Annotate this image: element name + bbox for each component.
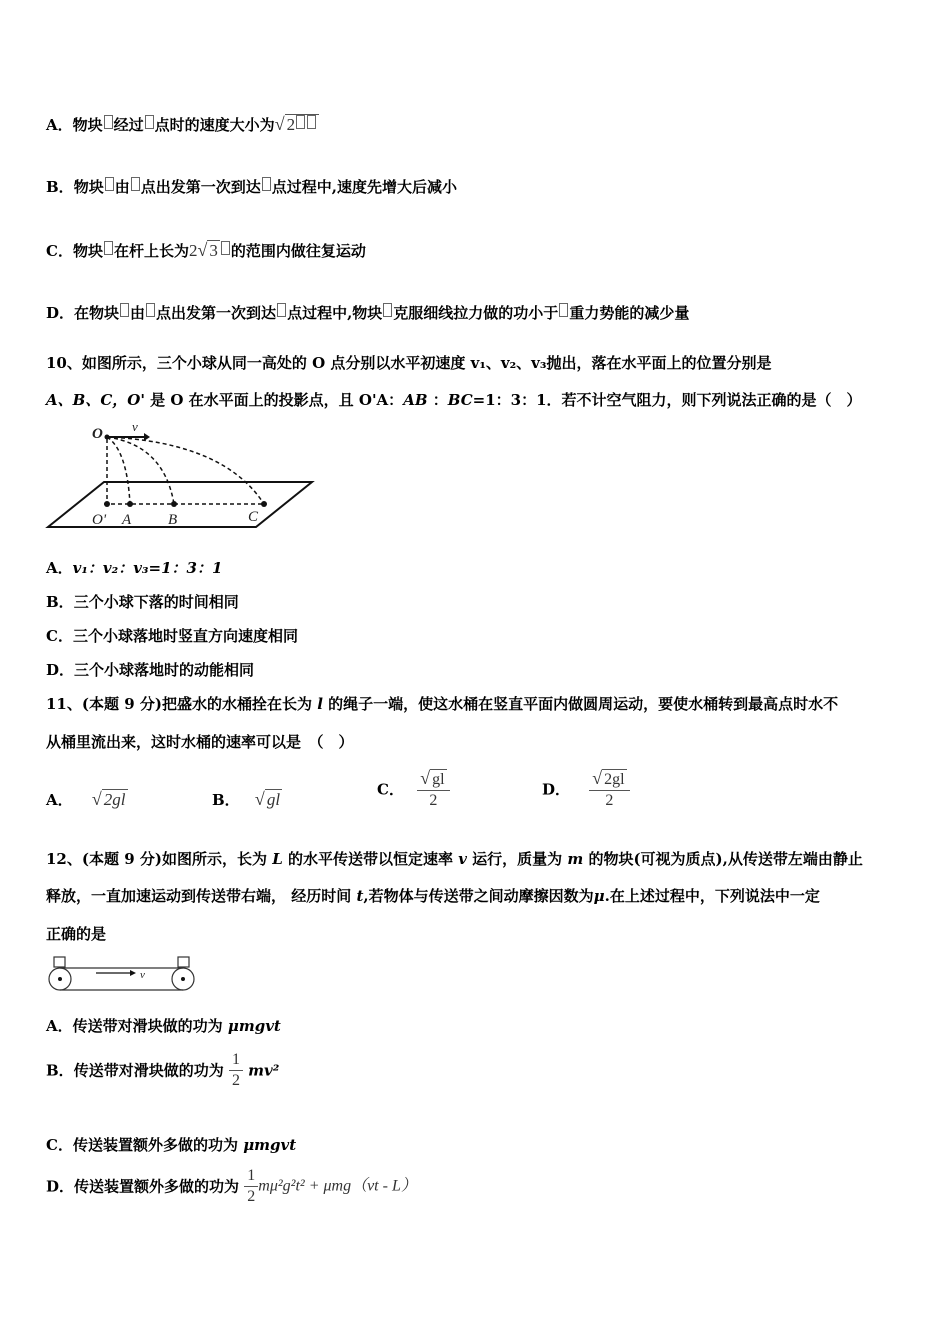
trajectory-a [107,437,130,504]
conveyor-figure [44,954,200,994]
missing-glyph-icon [559,303,568,317]
fraction: $\frac{1}{2}$ [229,1050,243,1091]
projectile-figure [44,420,319,532]
sqrt-expression: 2√ 3 [188,240,218,260]
q9-option-c: C．物块 在杆上长为2√ 3 的范围内做往复运动 [46,240,366,260]
label-o-prime: O' [92,512,107,528]
missing-glyph-icon [104,115,113,129]
point-a [127,501,133,507]
label-c: C [248,509,259,525]
q11-stem-line2: 从桶里流出来，这时水桶的速率可以是 （ ） [46,733,354,751]
label-v: v [132,420,138,434]
q12-stem-line1: 12、(本题 9 分)如图所示，长为 L 的水平传送带以恒定速率 v 运行，质量为 m 的物块(可视为质点),从传送带左端由静止 [46,850,863,868]
block-left [54,957,65,967]
belt-arrowhead-icon [130,970,136,976]
q11-option-d: D． $\frac{√ 2gl}{2}$ [542,768,630,811]
label-a: A [122,512,132,528]
missing-glyph-icon [105,177,114,191]
point-c [261,501,267,507]
fraction: $\frac{√ gl}{2}$ [417,768,449,811]
q12-option-c: C．传送装置额外多做的功为 μmgvt [46,1136,297,1154]
missing-glyph-icon [120,303,129,317]
block-right [178,957,189,967]
label-b: B [168,512,178,528]
label-o: O [92,426,103,442]
missing-glyph-icon [383,303,392,317]
axle-right [181,977,185,981]
point-b [171,501,177,507]
missing-glyph-icon [145,115,154,129]
axle-left [58,977,62,981]
label-v: v [140,969,145,981]
point-o-prime [104,501,110,507]
q11-option-c: C． $\frac{√ gl}{2}$ [377,768,450,811]
missing-glyph-icon [131,177,140,191]
q10-stem-line2: A、B、C，O' 是 O 在水平面上的投影点，且 O'A：AB ：BC=1：3：1．若不计空气阻力，则下列说法正确的是（ ） [46,391,862,409]
missing-glyph-icon [221,241,230,255]
missing-glyph-icon [104,241,113,255]
sqrt-expression: √ 2 [275,115,319,134]
q10-option-b: B．三个小球下落的时间相同 [46,593,239,611]
q9-option-a: A．物块 经过 点时的速度大小为√ 2 [46,114,319,135]
fraction: $\frac{√ 2gl}{2}$ [589,768,629,811]
q10-option-a: A．v₁：v₂：v₃=1：3：1 [46,559,223,577]
q11-option-a: A． √ 2gl [46,789,126,809]
q12-stem-line3: 正确的是 [46,925,107,943]
q12-option-d: D．传送装置额外多做的功为 $\frac{1}{2}$ mμ²g²t² + μmg（vt - L） [46,1167,417,1205]
fraction: $\frac{1}{2}$ [244,1166,258,1207]
missing-glyph-icon [262,177,271,191]
sqrt-expression: √ gl [254,789,281,809]
q12-option-b: B．传送带对滑块做的功为 $\frac{1}{2}$ mv² [46,1051,280,1089]
sqrt-expression: √ 2gl [91,789,126,809]
missing-glyph-icon [277,303,286,317]
q10-stem-line1: 10、如图所示，三个小球从同一高处的 O 点分别以水平初速度 v₁、v₂、v₃抛出，落在水平面上的位置分别是 [46,354,772,372]
q11-stem-line1: 11、(本题 9 分)把盛水的水桶拴在长为 l 的绳子一端，使这水桶在竖直平面内做圆周运动，要使水桶转到最高点时水不 [46,695,839,713]
q12-stem-line2: 释放，一直加速运动到传送带右端， 经历时间 t,若物体与传送带之间动摩擦因数为μ.在上述过程中，下列说法中一定 [46,887,820,905]
q10-option-c: C．三个小球落地时竖直方向速度相同 [46,627,298,645]
q11-option-b: B． √ gl [212,789,281,809]
q10-option-d: D．三个小球落地时的动能相同 [46,661,255,679]
horizontal-plane [48,482,312,527]
q9-option-b: B．物块 由 点出发第一次到达 点过程中,速度先增大后减小 [46,178,457,196]
q9-option-d: D．在物块 由 点出发第一次到达 点过程中,物块 克服细线拉力做的功小于 重力势能的减少量 [46,304,690,322]
q12-option-a: A．传送带对滑块做的功为 μmgvt [46,1017,281,1035]
missing-glyph-icon [146,303,155,317]
trajectory-c [107,437,264,504]
